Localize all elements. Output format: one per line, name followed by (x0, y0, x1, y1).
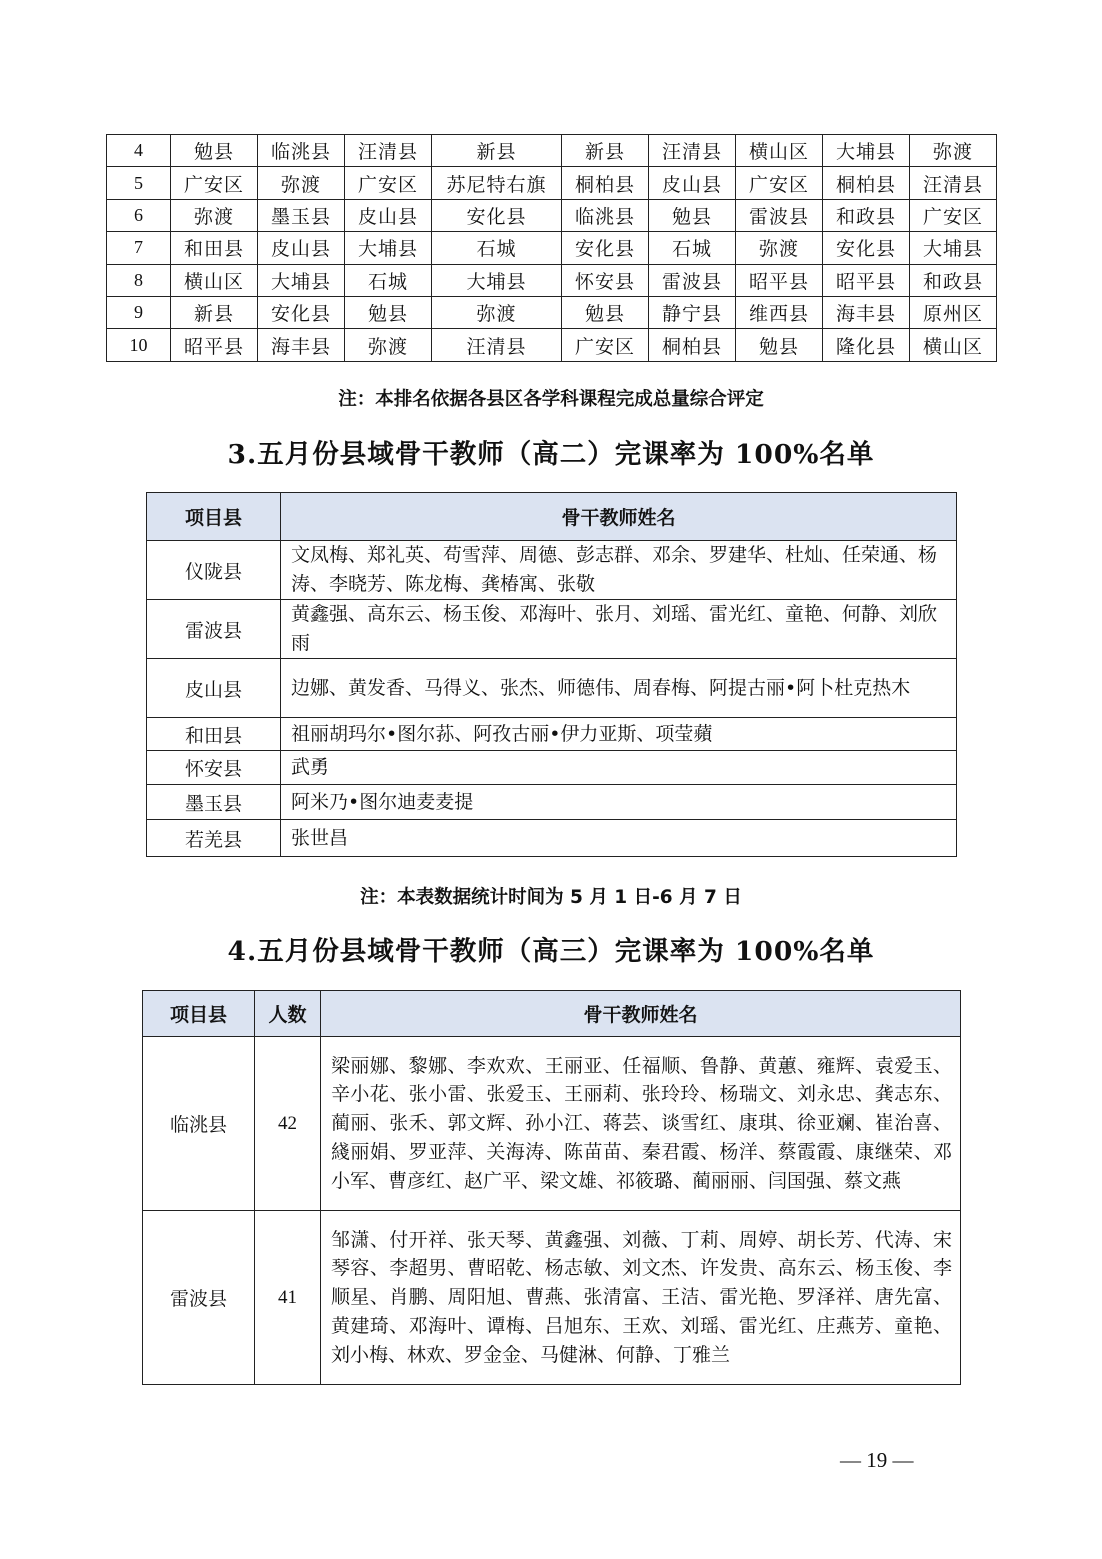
county-cell: 弥渡 (910, 135, 997, 167)
county-cell: 勉县 (736, 329, 823, 361)
table-row (147, 820, 957, 857)
county-cell: 和政县 (910, 264, 997, 296)
county-cell: 横山区 (736, 135, 823, 167)
section3-table (146, 492, 957, 857)
teacher-names-cell: 祖丽胡玛尔•图尔荪、阿孜古丽•伊力亚斯、项莹蘋 (281, 718, 957, 751)
county-cell: 安化县 (823, 232, 910, 264)
county-cell: 大埔县 (432, 264, 562, 296)
county-cell: 广安区 (736, 167, 823, 199)
section4-title: 4.五月份县域骨干教师（高三）完课率为 100%名单 (227, 936, 875, 967)
ranking-row (107, 264, 997, 296)
county-cell: 昭平县 (171, 329, 258, 361)
ranking-row (107, 199, 997, 231)
teacher-names-cell: 梁丽娜、黎娜、李欢欢、王丽亚、任福顺、鲁静、黄蕙、雍辉、袁爱玉、辛小花、张小雷、张爱玉、王丽莉、张玲玲、杨瑞文、刘永忠、龚志东、蔺丽、张禾、郭文辉、孙小江、蒋芸、谈雪红、康琪、徐亚斓、崔治喜、綫丽娟、罗亚萍、关海涛、陈苗苗、秦君霞、杨洋、蔡霞霞、康继荣、邓小军、曹彦红、赵广平、梁文雄、祁筱璐、蔺丽丽、闫国强、蔡文燕 (321, 1037, 961, 1211)
county-cell: 和田县 (147, 718, 281, 751)
ranking-table (106, 134, 997, 362)
county-cell: 苏尼特右旗 (432, 167, 562, 199)
table-row (147, 751, 957, 785)
county-cell: 大埔县 (258, 264, 345, 296)
ranking-row (107, 296, 997, 328)
county-cell: 大埔县 (345, 232, 432, 264)
county-cell: 广安区 (171, 167, 258, 199)
county-cell: 桐柏县 (823, 167, 910, 199)
county-cell: 广安区 (910, 199, 997, 231)
county-cell: 隆化县 (823, 329, 910, 361)
county-cell: 弥渡 (171, 199, 258, 231)
county-cell: 汪清县 (910, 167, 997, 199)
ranking-note: 注：本排名依据各县区各学科课程完成总量综合评定 (338, 389, 764, 410)
rank-number-cell: 7 (107, 232, 171, 264)
count-cell: 42 (255, 1037, 321, 1211)
ranking-table-body (107, 135, 997, 362)
county-cell: 皮山县 (345, 199, 432, 231)
county-cell: 弥渡 (432, 296, 562, 328)
county-cell: 怀安县 (147, 751, 281, 785)
table-row (143, 1211, 961, 1385)
county-cell: 广安区 (562, 329, 649, 361)
teacher-names-cell: 张世昌 (281, 820, 957, 857)
county-cell: 勉县 (562, 296, 649, 328)
county-cell: 墨玉县 (258, 199, 345, 231)
county-cell: 静宁县 (649, 296, 736, 328)
county-cell: 雷波县 (736, 199, 823, 231)
county-cell: 墨玉县 (147, 785, 281, 820)
table-row (147, 541, 957, 600)
county-cell: 大埔县 (823, 135, 910, 167)
header-count: 人数 (255, 991, 321, 1037)
ranking-row (107, 167, 997, 199)
county-cell: 昭平县 (823, 264, 910, 296)
ranking-row (107, 232, 997, 264)
county-cell: 石城 (432, 232, 562, 264)
county-cell: 新县 (432, 135, 562, 167)
header-teacher-names: 骨干教师姓名 (281, 493, 957, 541)
rank-number-cell: 8 (107, 264, 171, 296)
county-cell: 横山区 (171, 264, 258, 296)
county-cell: 新县 (562, 135, 649, 167)
county-cell: 勉县 (649, 199, 736, 231)
county-cell: 汪清县 (432, 329, 562, 361)
county-cell: 皮山县 (649, 167, 736, 199)
county-cell: 怀安县 (562, 264, 649, 296)
page-number: — 19 — (840, 1448, 914, 1472)
table-row (147, 785, 957, 820)
header-county: 项目县 (147, 493, 281, 541)
county-cell: 和田县 (171, 232, 258, 264)
section4-table (142, 990, 961, 1385)
rank-number-cell: 10 (107, 329, 171, 361)
ranking-row (107, 135, 997, 167)
county-cell: 石城 (649, 232, 736, 264)
county-cell: 弥渡 (258, 167, 345, 199)
county-cell: 雷波县 (147, 600, 281, 659)
county-cell: 和政县 (823, 199, 910, 231)
county-cell: 海丰县 (823, 296, 910, 328)
rank-number-cell: 4 (107, 135, 171, 167)
county-cell: 临洮县 (258, 135, 345, 167)
county-cell: 弥渡 (736, 232, 823, 264)
county-cell: 汪清县 (649, 135, 736, 167)
county-cell: 勉县 (345, 296, 432, 328)
section3-title: 3.五月份县域骨干教师（高二）完课率为 100%名单 (227, 439, 875, 470)
county-cell: 桐柏县 (649, 329, 736, 361)
county-cell: 临洮县 (143, 1037, 255, 1211)
count-cell: 41 (255, 1211, 321, 1385)
county-cell: 原州区 (910, 296, 997, 328)
county-cell: 勉县 (171, 135, 258, 167)
rank-number-cell: 5 (107, 167, 171, 199)
county-cell: 汪清县 (345, 135, 432, 167)
county-cell: 大埔县 (910, 232, 997, 264)
teacher-names-cell: 阿米乃•图尔迪麦麦提 (281, 785, 957, 820)
county-cell: 仪陇县 (147, 541, 281, 600)
header-teacher-names: 骨干教师姓名 (321, 991, 961, 1037)
header-county: 项目县 (143, 991, 255, 1037)
county-cell: 皮山县 (258, 232, 345, 264)
teacher-names-cell: 黄鑫强、高东云、杨玉俊、邓海叶、张月、刘瑶、雷光红、童艳、何静、刘欣雨 (281, 600, 957, 659)
teacher-names-cell: 武勇 (281, 751, 957, 785)
county-cell: 广安区 (345, 167, 432, 199)
county-cell: 安化县 (432, 199, 562, 231)
county-cell: 安化县 (562, 232, 649, 264)
county-cell: 维西县 (736, 296, 823, 328)
rank-number-cell: 6 (107, 199, 171, 231)
county-cell: 弥渡 (345, 329, 432, 361)
teacher-names-cell: 边娜、黄发香、马得义、张杰、师德伟、周春梅、阿提古丽•阿卜杜克热木 (281, 659, 957, 718)
county-cell: 桐柏县 (562, 167, 649, 199)
county-cell: 新县 (171, 296, 258, 328)
county-cell: 雷波县 (649, 264, 736, 296)
teacher-names-cell: 文凤梅、郑礼英、苟雪萍、周德、彭志群、邓余、罗建华、杜灿、任荣通、杨涛、李晓芳、陈龙梅、龚椿寓、张敬 (281, 541, 957, 600)
teacher-names-cell: 邹潇、付开祥、张天琴、黄鑫强、刘薇、丁莉、周婷、胡长芳、代涛、宋琴容、李超男、曹昭乾、杨志敏、刘文杰、许发贵、高东云、杨玉俊、李顺星、肖鹏、周阳旭、曹燕、张清富、王洁、雷光艳、罗泽祥、唐先富、黄建琦、邓海叶、谭梅、吕旭东、王欢、刘瑶、雷光红、庄燕芳、童艳、刘小梅、林欢、罗金金、马健淋、何静、丁雅兰 (321, 1211, 961, 1385)
county-cell: 横山区 (910, 329, 997, 361)
county-cell: 石城 (345, 264, 432, 296)
table-row (143, 1037, 961, 1211)
statistics-note: 注：本表数据统计时间为 5 月 1 日-6 月 7 日 (360, 887, 742, 908)
county-cell: 雷波县 (143, 1211, 255, 1385)
county-cell: 安化县 (258, 296, 345, 328)
county-cell: 海丰县 (258, 329, 345, 361)
county-cell: 皮山县 (147, 659, 281, 718)
table-row (147, 600, 957, 659)
county-cell: 若羌县 (147, 820, 281, 857)
rank-number-cell: 9 (107, 296, 171, 328)
table-row (147, 659, 957, 718)
county-cell: 临洮县 (562, 199, 649, 231)
table-row (147, 718, 957, 751)
county-cell: 昭平县 (736, 264, 823, 296)
ranking-row (107, 329, 997, 361)
